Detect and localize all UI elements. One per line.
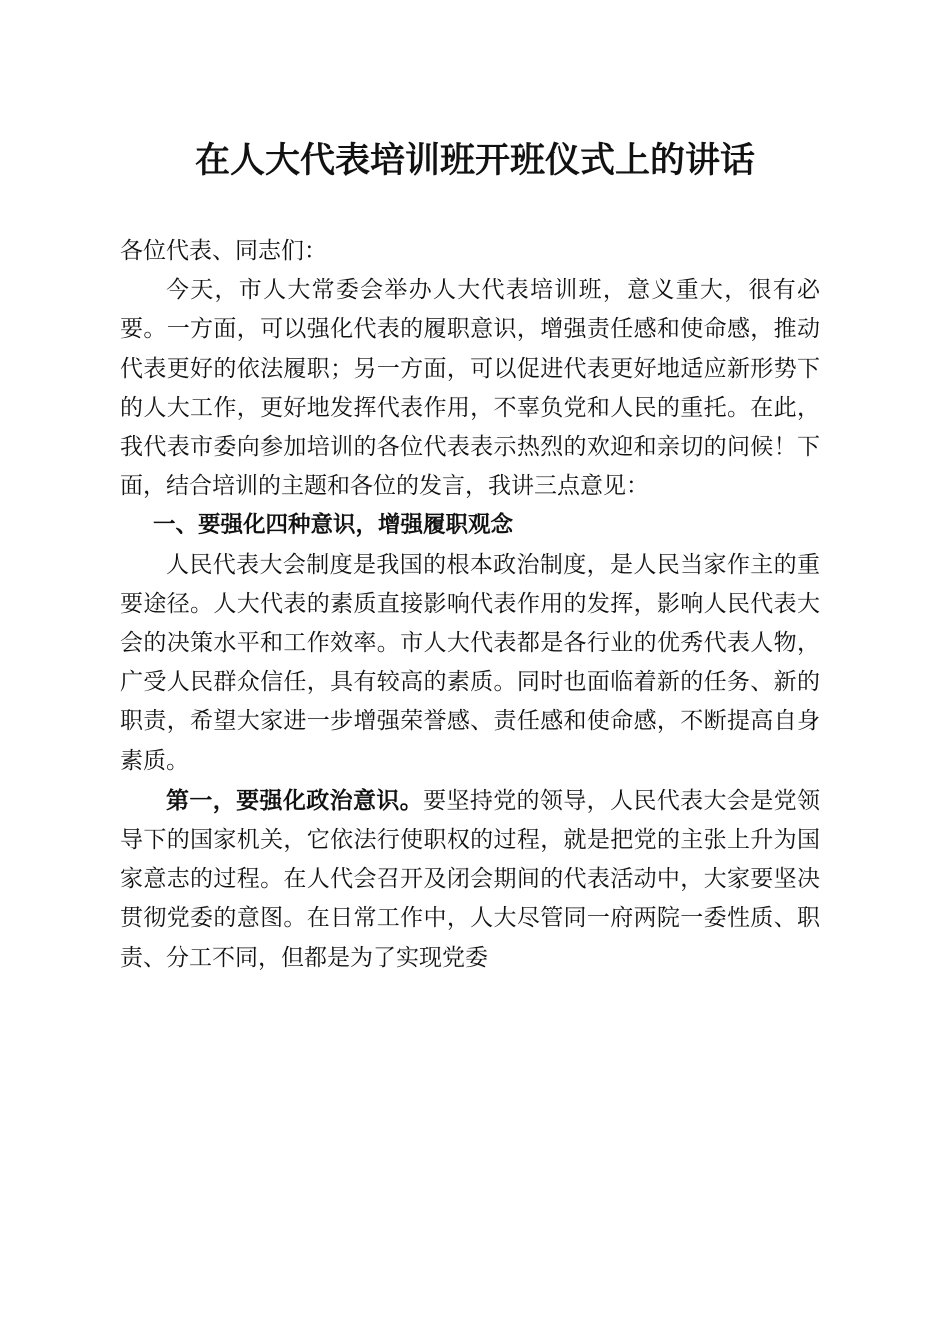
point-one-lead: 第一，要强化政治意识。 (166, 786, 424, 814)
salutation: 各位代表、同志们： (120, 238, 327, 264)
section-paragraph: 人民代表大会制度是我国的根本政治制度，是人民当家作主的重要途径。人大代表的素质直接影响代表作用的发挥，影响人民代表大会的决策水平和工作效率。市人大代表都是各行业的优秀代表人物，广受人民群众信任，具有较高的素质。同时也面临着新的任务、新的职责，希望大家进一步增强荣誉感、责任感和使命感，不断提高自身素质。 (120, 551, 820, 774)
opening-paragraph: 今天，市人大常委会举办人大代表培训班，意义重大，很有必要。一方面，可以强化代表的履职意识，增强责任感和使命感，推动代表更好的依法履职；另一方面，可以促进代表更好地适应新形势下的人大工作，更好地发挥代表作用，不辜负党和人民的重托。在此，我代表市委向参加培训的各位代表表示热烈的欢迎和亲切的问候！下面，结合培训的主题和各位的发言，我讲三点意见： (120, 277, 820, 500)
point-one-paragraph (120, 781, 820, 978)
document-body (120, 232, 820, 978)
section-heading: 一、要强化四种意识，增强履职观念 (153, 512, 514, 539)
point-one-text: 要坚持党的领导，人民代表大会是党领导下的国家机关，它依法行使职权的过程，就是把党的主张上升为国家意志的过程。在人代会召开及闭会期间的代表活动中，大家要坚决贯彻党委的意图。在日常工作中，人大尽管同一府两院一委性质、职责、分工不同，但都是为了实现党委 (120, 787, 821, 971)
document-title: 在人大代表培训班开班仪式上的讲话 (194, 140, 755, 181)
